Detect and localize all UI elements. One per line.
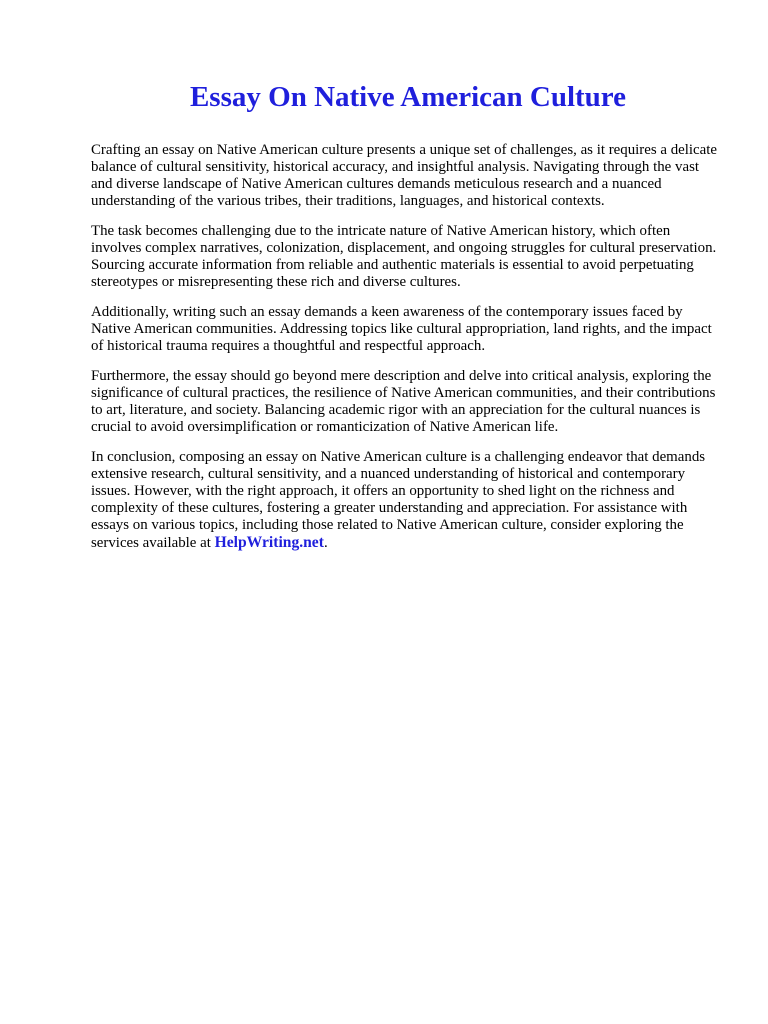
helpwriting-link[interactable]: HelpWriting.net [214,534,324,551]
conclusion-period: . [323,535,328,551]
paragraph-intro: Crafting an essay on Native American culture presents a unique set of challenges, as it requires a delicate balance of cultural sensitivity, historical accuracy, and insightful analysis. Navigating through the vast and diverse landscape of Native American cultures demands meticulous research and a nuanced understanding of the various tribes, their traditions, languages, and historical contexts. [91,142,718,209]
paragraph-conclusion [91,449,723,552]
paragraph-challenges: The task becomes challenging due to the intricate nature of Native American history, which often involves complex narratives, colonization, displacement, and ongoing struggles for cultural preservation. Sourcing accurate information from reliable and authentic materials is essential to avoid perpetuating stereotypes or misrepresenting these rich and diverse cultures. [91,223,717,290]
document-page [91,78,723,565]
paragraph-contemporary-issues: Additionally, writing such an essay demands a keen awareness of the contemporary issues faced by Native American communities. Addressing topics like cultural appropriation, land rights, and the impact of historical trauma requires a thoughtful and respectful approach. [91,304,712,354]
paragraph-critical-analysis: Furthermore, the essay should go beyond mere description and delve into critical analysis, exploring the significance of cultural practices, the resilience of Native American communities, and their contributions to art, literature, and society. Balancing academic rigor with an appreciation for the cultural nuances is crucial to avoid oversimplification or romanticization of Native American life. [91,368,716,435]
document-title: Essay On Native American Culture [189,81,627,113]
conclusion-text: In conclusion, composing an essay on Native American culture is a challenging endeavor that demands extensive research, cultural sensitivity, and a nuanced understanding of historical and contemporary issues. However, with the right approach, it offers an opportunity to shed light on the richness and complexity of these cultures, fostering a greater understanding and appreciation. For assistance with essays on various topics, including those related to Native American culture, consider exploring the services available at [91,449,706,551]
